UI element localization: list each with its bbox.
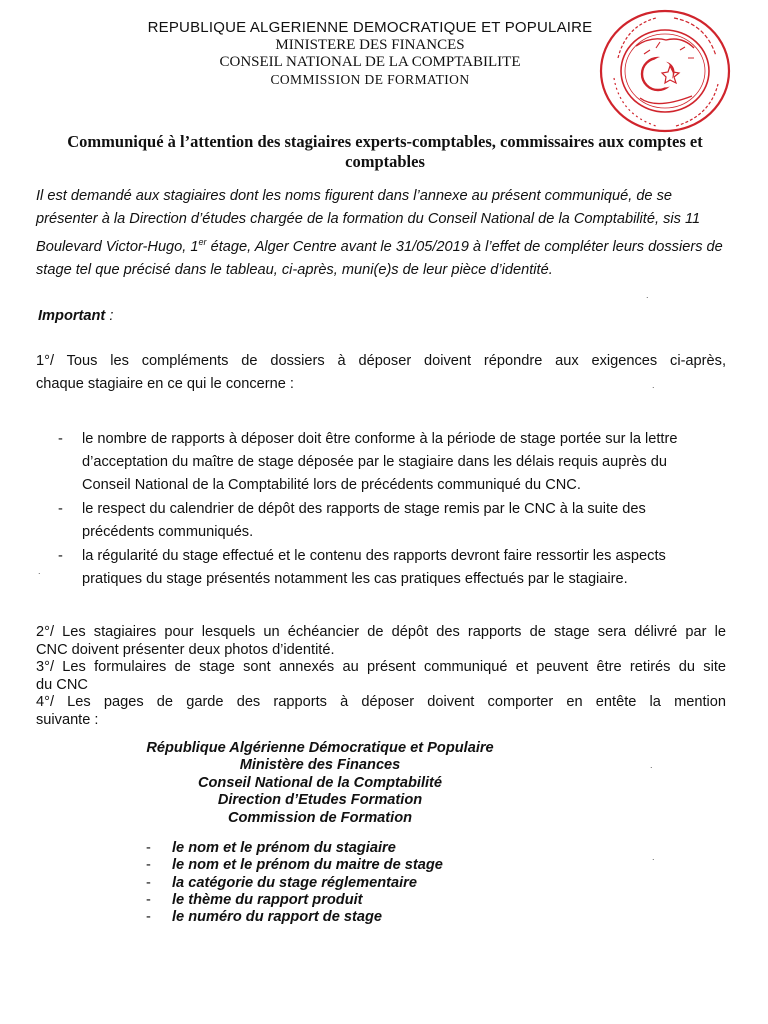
- scan-speck: .: [38, 566, 41, 576]
- field-text: le thème du rapport produit: [172, 891, 363, 908]
- list-item: [146, 857, 546, 874]
- field-text: le numéro du rapport de stage: [172, 909, 383, 926]
- mention-line: Direction d’Etudes Formation: [217, 792, 423, 809]
- bullet-dash: -: [146, 909, 151, 926]
- requirements-list: [58, 428, 718, 592]
- numbered-points: [36, 624, 726, 729]
- point4-line2: suivante :: [36, 711, 99, 728]
- official-seal-icon: [596, 6, 734, 136]
- important-label: Important: [38, 308, 106, 324]
- point-1: [36, 350, 726, 396]
- letterhead: [60, 18, 680, 88]
- intro-paragraph: [36, 185, 726, 282]
- communique-title: Communiqué à l’attention des stagiaires experts-comptables, commissaires aux comptes et comptables: [67, 132, 703, 171]
- point4-line1: 4°/ Les pages de garde des rapports à déposer doivent comporter en entête la mention: [36, 694, 726, 710]
- list-item: [146, 909, 546, 926]
- bullet-dash: -: [58, 431, 63, 447]
- point1-line2: chaque stagiaire en ce qui le concerne :: [36, 376, 294, 392]
- list-item: [58, 545, 718, 591]
- mention-line: Conseil National de la Comptabilité: [197, 774, 443, 791]
- list-item: [58, 428, 718, 497]
- list-item: [146, 892, 546, 909]
- scan-speck: .: [652, 852, 655, 862]
- point1-line1: 1°/ Tous les compléments de dossiers à déposer doivent répondre aux exigences ci-après,: [36, 353, 726, 369]
- important-heading: [38, 308, 113, 324]
- header-council: CONSEIL NATIONAL DE LA COMPTABILITE: [219, 54, 521, 70]
- bullet-dash: -: [146, 891, 151, 908]
- intro-text-a: Il est demandé aux stagiaires dont les noms figurent dans l’annexe au présent communiqué, de se présenter à la Direction d’études chargée de la formation du Conseil National de la Comptabilité, sis 11 Boulevard Victor-Hugo, 1: [36, 188, 701, 255]
- bullet-dash: -: [146, 840, 151, 856]
- bullet-dash: -: [146, 874, 151, 891]
- cover-page-fields: [146, 840, 546, 926]
- list-item: [146, 875, 546, 892]
- requirement-text: la régularité du stage effectué et le contenu des rapports devront faire ressortir les aspects pratiques du stage présentés notamment les cas pratiques effectués par le stagiaire.: [82, 548, 666, 587]
- list-item: [58, 498, 718, 544]
- field-text: le nom et le prénom du stagiaire: [172, 840, 396, 856]
- point2-line1: 2°/ Les stagiaires pour lesquels un échéancier de dépôt des rapports de stage sera délivré par le: [36, 624, 726, 640]
- bullet-dash: -: [146, 857, 151, 874]
- field-text: le nom et le prénom du maitre de stage: [172, 857, 443, 874]
- scan-speck: .: [646, 290, 649, 300]
- scan-speck: .: [650, 760, 653, 770]
- requirement-text: le nombre de rapports à déposer doit être conforme à la période de stage portée sur la lettre d’acceptation du maître de stage déposée par le stagiaire dans les délais requis auprès du Conseil National de la Comptabilité lors de précédents communiqué du CNC.: [82, 431, 678, 493]
- required-header-mention: [110, 740, 530, 827]
- point3-line2: du CNC: [36, 676, 88, 693]
- bullet-dash: -: [58, 548, 63, 564]
- point2-line2: CNC doivent présenter deux photos d’identité.: [36, 641, 335, 658]
- bullet-dash: -: [58, 501, 63, 517]
- important-colon: :: [105, 308, 114, 324]
- list-item: [146, 840, 546, 857]
- requirement-text: le respect du calendrier de dépôt des rapports de stage remis par le CNC à la suite des précédents communiqués.: [82, 501, 646, 540]
- intro-superscript: er: [198, 237, 207, 247]
- header-ministry: MINISTERE DES FINANCES: [275, 37, 465, 53]
- point3-line1: 3°/ Les formulaires de stage sont annexés au présent communiqué et peuvent être retirés du site: [36, 659, 726, 675]
- intro-text-b: étage, Alger Centre avant le 31/05/2019 à l’effet de compléter leurs dossiers de stage tel que précisé dans le tableau, ci-après, muni(e)s de leur pièce d’identité.: [36, 238, 723, 278]
- mention-line: Ministère des Finances: [239, 757, 401, 774]
- header-republic: REPUBLIQUE ALGERIENNE DEMOCRATIQUE ET POPULAIRE: [147, 19, 593, 36]
- header-commission: COMMISSION DE FORMATION: [270, 72, 470, 87]
- scan-speck: .: [652, 380, 655, 390]
- mention-line: République Algérienne Démocratique et Populaire: [146, 740, 494, 756]
- field-text: la catégorie du stage réglementaire: [172, 874, 417, 891]
- mention-line: Commission de Formation: [227, 809, 413, 826]
